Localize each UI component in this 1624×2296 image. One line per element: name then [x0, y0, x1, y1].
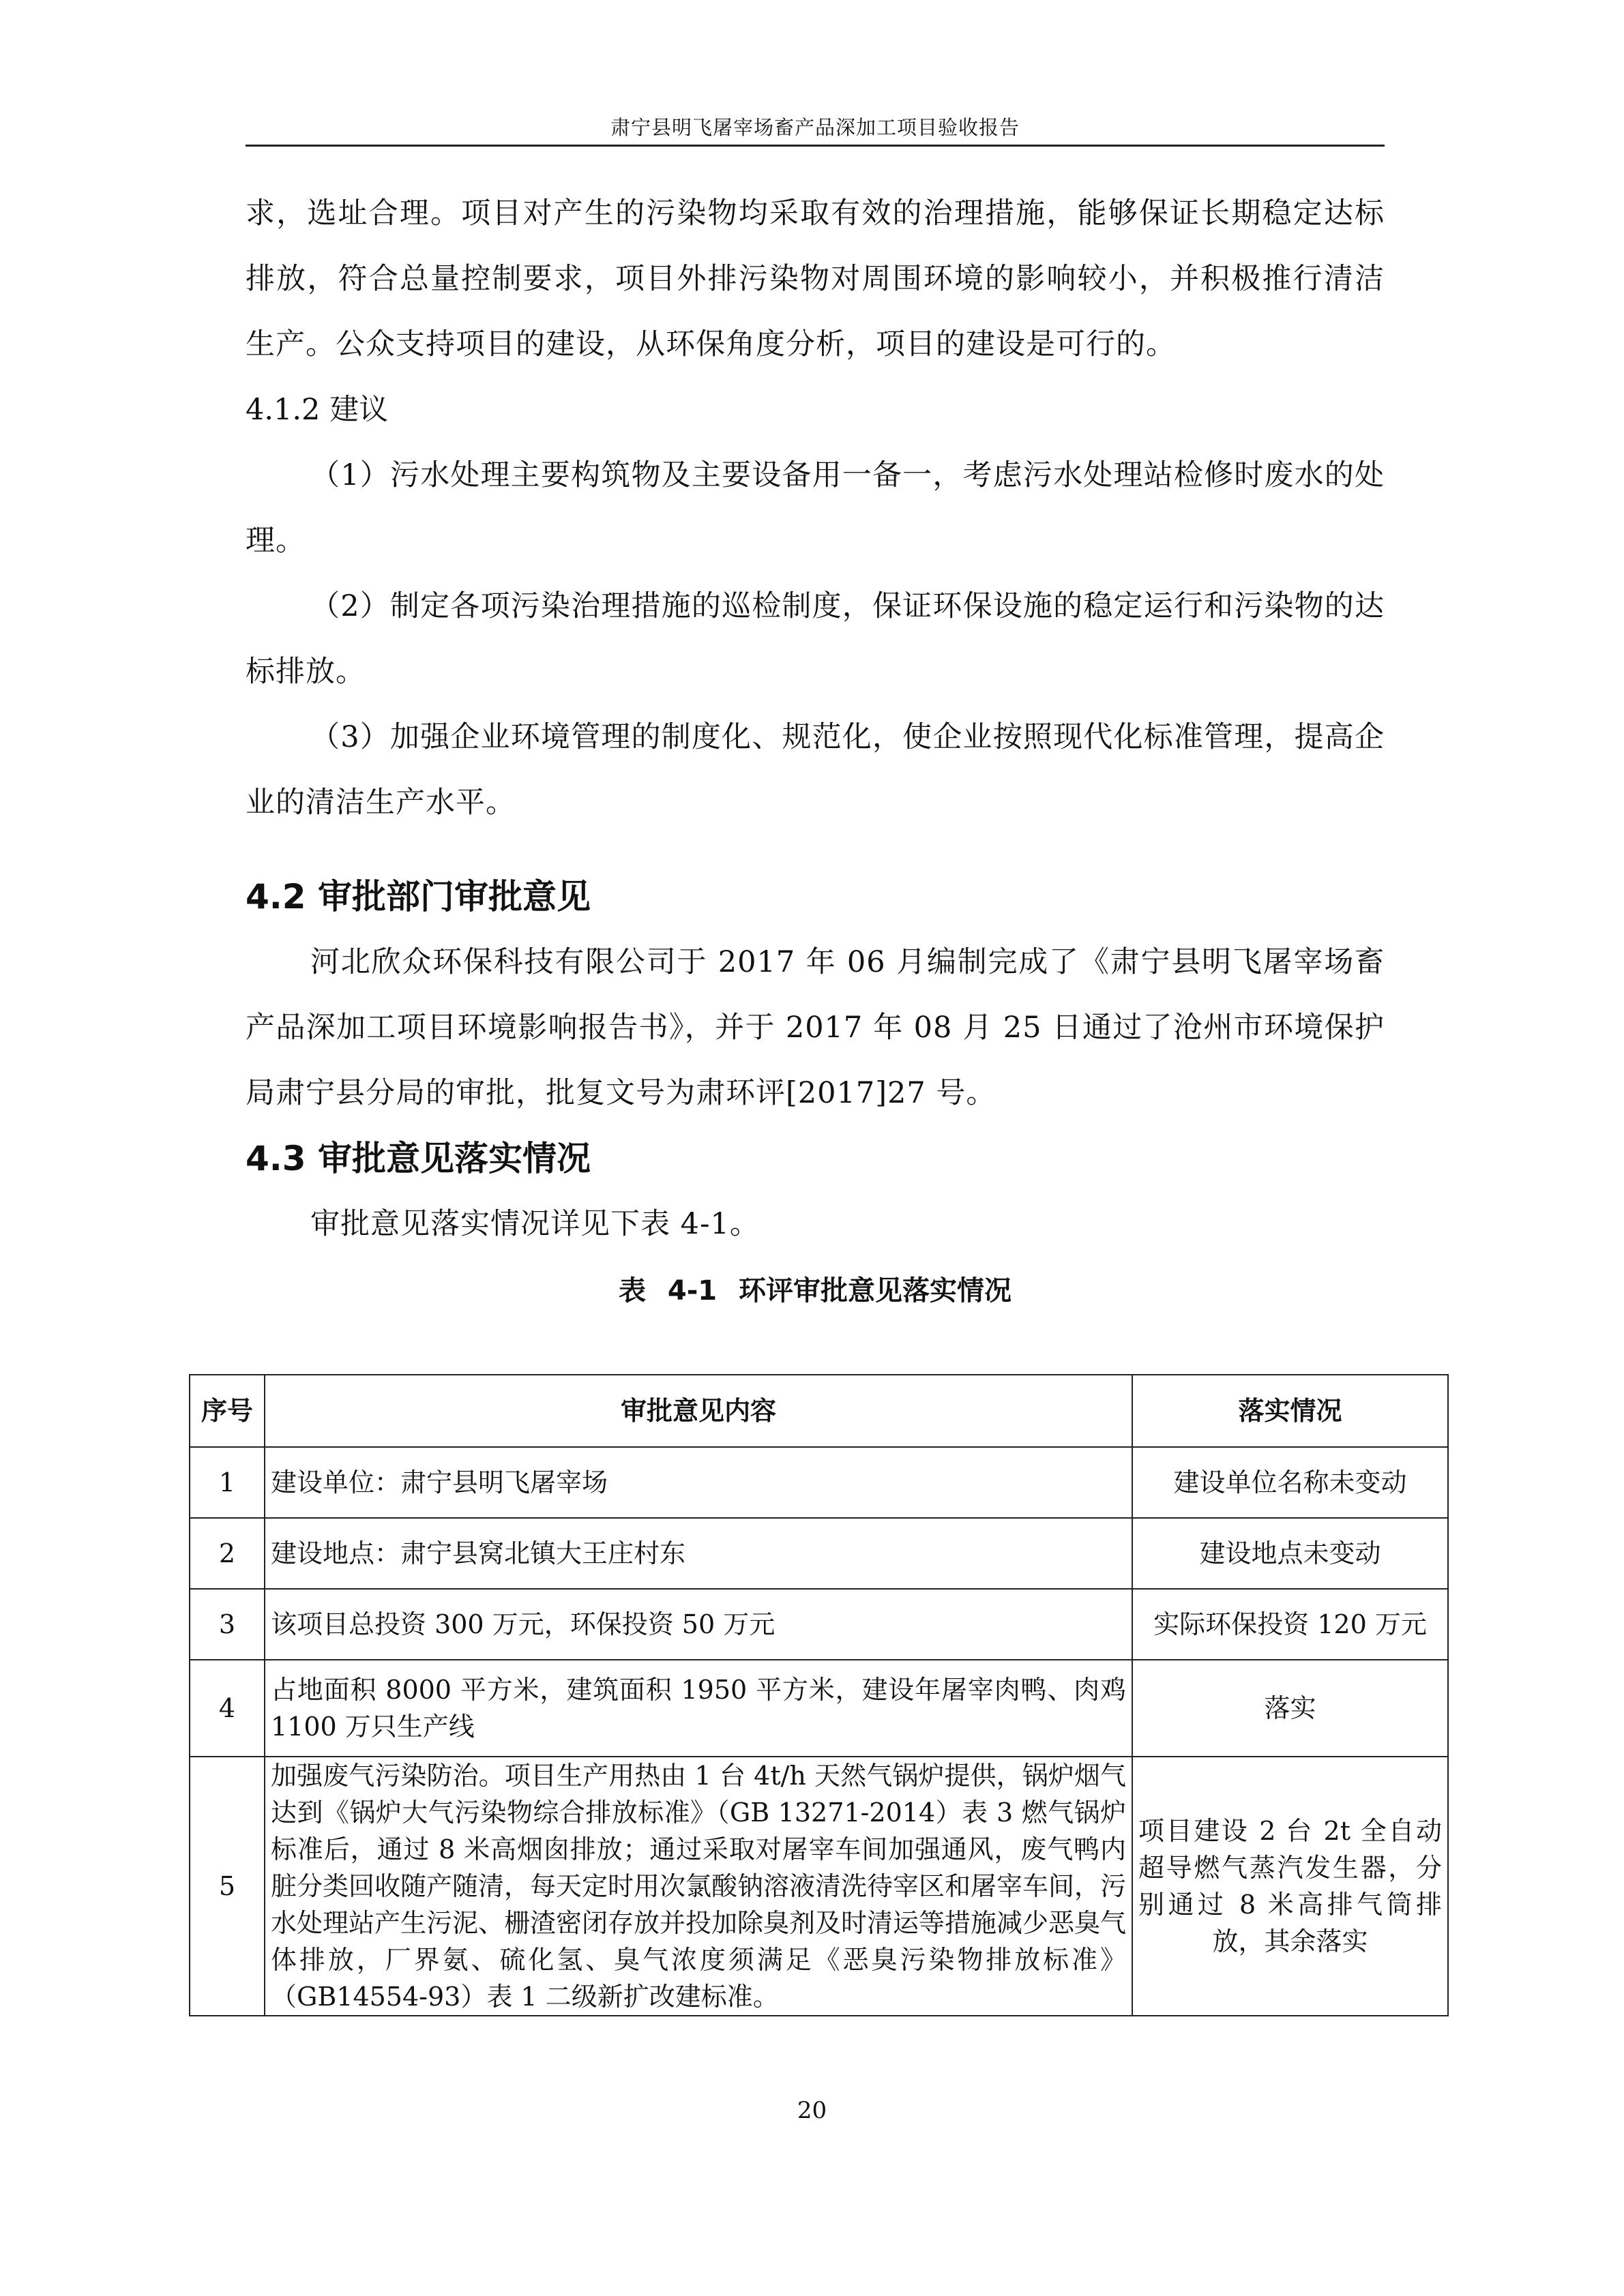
cell-content: 该项目总投资 300 万元，环保投资 50 万元 [265, 1589, 1132, 1660]
section-heading-4-2: 4.2 审批部门审批意见 [246, 877, 591, 916]
header-rule [246, 145, 1385, 147]
header-content: 审批意见内容 [265, 1375, 1132, 1447]
cell-status: 落实 [1132, 1660, 1448, 1757]
cell-status: 项目建设 2 台 2t 全自动超导燃气蒸汽发生器，分别通过 8 米高排气筒排放，其余落实 [1132, 1757, 1448, 2016]
body-text [246, 181, 1385, 1325]
cell-no: 1 [190, 1447, 265, 1518]
cell-content: 建设单位：肃宁县明飞屠宰场 [265, 1447, 1132, 1518]
table-caption: 表 4-1 环评审批意见落实情况 [618, 1275, 1012, 1307]
cell-status: 实际环保投资 120 万元 [1132, 1589, 1448, 1660]
cell-content: 加强废气污染防治。项目生产用热由 1 台 4t/h 天然气锅炉提供，锅炉烟气达到《锅炉大气污染物综合排放标准》（GB 13271-2014）表 3 燃气锅炉标准后，通过 8 米高烟囱排放；通过采取对屠宰车间加强通风，废气鸭内脏分类回收随产随清，每天定时用次氯酸钠溶液清洗待宰区和屠宰车间，污水处理站产生污泥、栅渣密闭存放并投加除臭剂及时清运等措施减少恶臭气体排放，厂界氨、硫化氢、臭气浓度须满足《恶臭污染物排放标准》（GB14554-93）表 1 二级新扩改建标准。 [265, 1757, 1132, 2016]
approval-table [189, 1374, 1449, 2016]
header-no: 序号 [190, 1375, 265, 1447]
table-row [190, 1447, 1448, 1518]
suggestion-1: （1）污水处理主要构筑物及主要设备用一备一，考虑污水处理站检修时废水的处理。 [246, 458, 1385, 558]
cell-no: 3 [190, 1589, 265, 1660]
running-header: 肃宁县明飞屠宰场畜产品深加工项目验收报告 [610, 116, 1020, 139]
page-number: 20 [797, 2097, 827, 2124]
section-heading-4-3: 4.3 审批意见落实情况 [246, 1139, 591, 1178]
cell-no: 5 [190, 1757, 265, 2016]
table-row [190, 1757, 1448, 2016]
table-row [190, 1660, 1448, 1757]
table-row [190, 1518, 1448, 1589]
cell-no: 2 [190, 1518, 265, 1589]
cell-status: 建设地点未变动 [1132, 1518, 1448, 1589]
paragraph-conclusion: 求，选址合理。项目对产生的污染物均采取有效的治理措施，能够保证长期稳定达标排放，符合总量控制要求，项目外排污染物对周围环境的影响较小，并积极推行清洁生产。公众支持项目的建设，从环保角度分析，项目的建设是可行的。 [246, 196, 1385, 361]
paragraph-approval: 河北欣众环保科技有限公司于 2017 年 06 月编制完成了《肃宁县明飞屠宰场畜产品深加工项目环境影响报告书》，并于 2017 年 08 月 25 日通过了沧州市环境保护局肃宁县分局的审批，批复文号为肃环评[2017]27 号。 [246, 945, 1385, 1110]
table-header-row [190, 1375, 1448, 1447]
cell-content: 占地面积 8000 平方米，建筑面积 1950 平方米，建设年屠宰肉鸭、肉鸡 1100 万只生产线 [265, 1660, 1132, 1757]
header-status: 落实情况 [1132, 1375, 1448, 1447]
cell-no: 4 [190, 1660, 265, 1757]
table-row [190, 1589, 1448, 1660]
suggestion-3: （3）加强企业环境管理的制度化、规范化，使企业按照现代化标准管理，提高企业的清洁生产水平。 [246, 720, 1385, 820]
subsection-heading-4-1-2: 4.1.2 建议 [246, 393, 389, 427]
cell-status: 建设单位名称未变动 [1132, 1447, 1448, 1518]
paragraph-table-ref: 审批意见落实情况详见下表 4-1。 [310, 1207, 760, 1241]
suggestion-2: （2）制定各项污染治理措施的巡检制度，保证环保设施的稳定运行和污染物的达标排放。 [246, 589, 1385, 689]
cell-content: 建设地点：肃宁县窝北镇大王庄村东 [265, 1518, 1132, 1589]
